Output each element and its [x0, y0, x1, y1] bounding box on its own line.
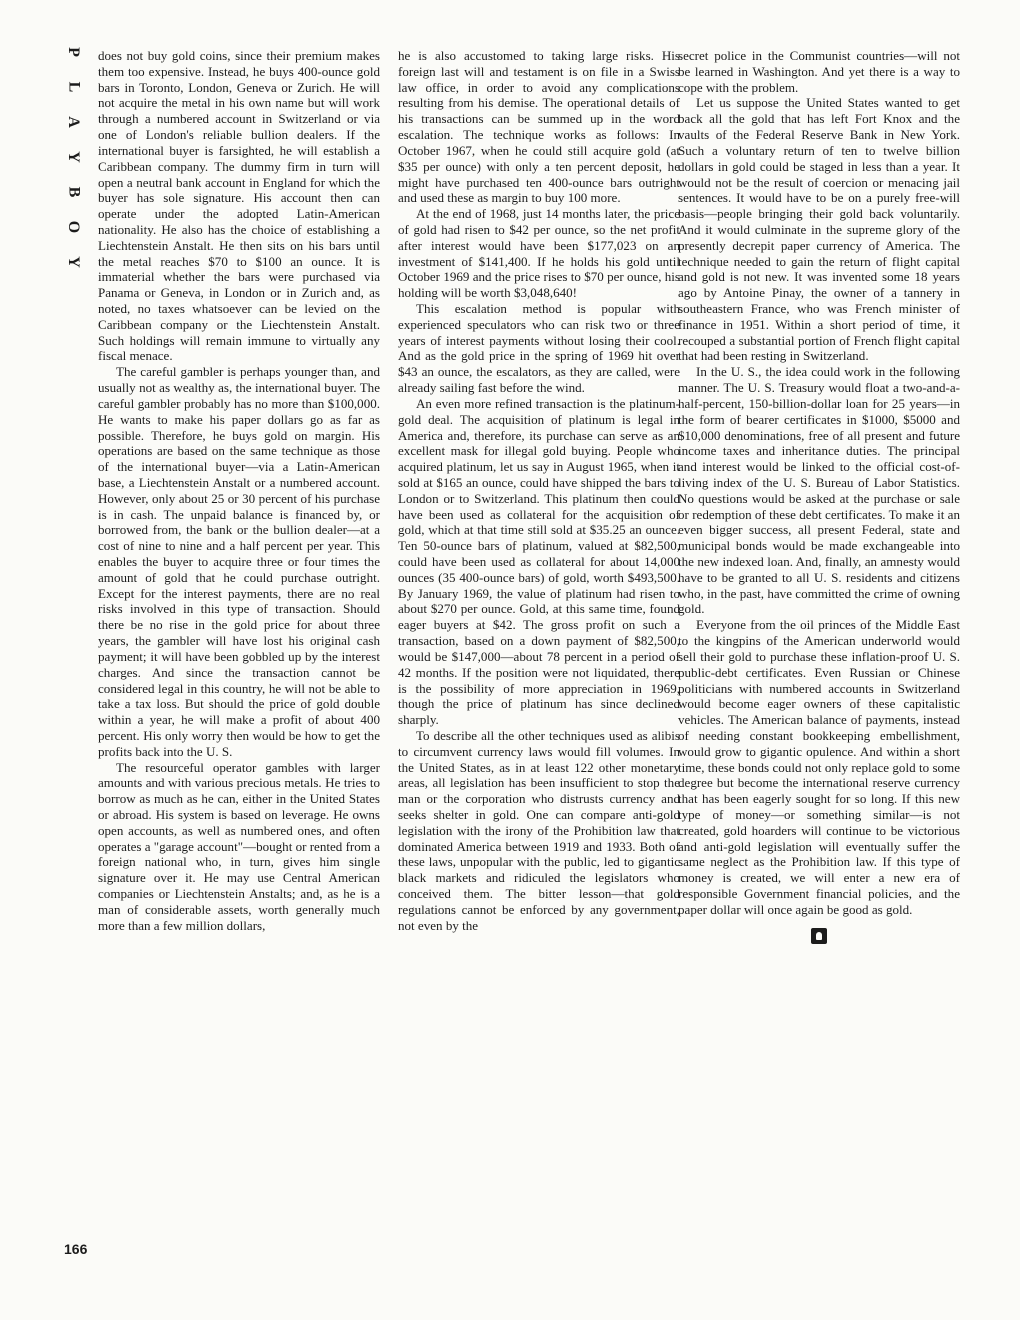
paragraph: An even more refined transaction is the platinum-gold deal. The acquisition of platinum is legal in America and, therefore, its purchase can serve as an excellent mask for illegal gold buying. People who acquired platinum, let us say in August 1965, when it sold at $165 an ounce, could have shipped the bars to London or to Switzerland. This platinum then could have been used as collateral for the acquisition of gold, which at that time still sold at $35.25 an ounce. Ten 50-ounce bars of platinum, valued at $82,500, could have been used as collateral for about 14,000 ounces (35 400-ounce bars) of gold, worth $493,500. By January 1969, the value of platinum had risen to about $270 per ounce. Gold, at this same time, found eager buyers at $42. The gross profit on such a transaction, based on a down payment of $82,500, would be $147,000—about 78 percent in a period of 42 months. If the position were not liquidated, there is the possibility of more appreciation in 1969, though the price of platinum has since declined sharply. [398, 395, 680, 728]
paragraph: In the U. S., the idea could work in the following manner. The U. S. Treasury would float a two-and-a-half-percent, 150-billion-dollar loan for 25 years—in the form of bearer certificates in $1000, $5000 and $10,000 denominations, free of all present and future income taxes and inheritance duties. The principal and interest would be linked to the official cost-of-living index of the U. S. Bureau of Labor Statistics. No questions would be asked at the purchase or sale or redemption of these debt certificates. To make it an even bigger success, all present Federal, state and municipal bonds would be made exchangeable into the new indexed loan. And, finally, an amnesty would have to be granted to all U. S. residents and citizens who, in the past, have committed the crime of owning gold. [678, 364, 960, 617]
paragraph: Everyone from the oil princes of the Middle East to the kingpins of the American underworld would sell their gold to purchase these inflation-proof U. S. public-debt certificates. Even Russian or Chinese politicians with numbered accounts in Switzerland would become eager owners of these capitalistic vehicles. The American balance of payments, instead of needing constant bookkeeping embellishment, would grow to gigantic opulence. And within a short time, these bonds could not only replace gold to some degree but become the international reserve currency that has been eagerly sought for so long. If this new type of money—or something similar—is not created, gold hoarders will continue to be victorious and anti-gold legislation will eventually suffer the same neglect as the Prohibition law. If this type of money is created, we will enter a new era of responsible Government financial policies, and the paper dollar will once again be good as gold. [678, 617, 960, 917]
paragraph: This escalation method is popular with experienced speculators who can risk two or three years of interest payments without losing their cool. And as the gold price in the spring of 1969 hit over $43 an ounce, the escalators, as they are called, were already sailing fast before the wind. [398, 301, 680, 396]
masthead-letter: Y [65, 256, 82, 268]
paragraph: Let us suppose the United States wanted to get back all the gold that has left Fort Knox and the vaults of the Federal Reserve Bank in New York. Such a voluntary return of ten to twelve billion dollars in gold could be staged in less than a year. It would not be the result of coercion or menacing jail sentences. It would have to be on a purely free-will basis—people bringing their gold back voluntarily. And it would culminate in the supreme glory of the presently decrepit paper currency of America. The technique needed to gain the return of flight capital and gold is not new. It was invented some 18 years ago by Antoine Pinay, the owner of a tannery in southeastern France, who was French minister of finance in 1951. Within a short period of time, it recouped a substantial portion of French flight capital that had been resting in Switzerland. [678, 95, 960, 364]
masthead-letter: L [64, 81, 82, 93]
magazine-masthead [58, 44, 88, 314]
paragraph: secret police in the Communist countries—will not be learned in Washington. And yet there is a way to cope with the problem. [678, 48, 960, 95]
masthead-letter: A [65, 116, 82, 128]
masthead-letter: P [65, 47, 82, 57]
paragraph: To describe all the other techniques used as alibis to circumvent currency laws would fill volumes. In the United States, as in at least 122 other monetary areas, all legislation has been insufficient to stop the man or the corporation who distrusts currency and seeks shelter in gold. One can compare anti-gold legislation with the irony of the Prohibition law that dominated America between 1919 and 1933. Both of these laws, unpopular with the public, led to gigantic black markets and ridiculed the legislators who conceived them. The bitter lesson—that gold regulations cannot be enforced by any government, not even by the [398, 727, 680, 933]
paragraph: does not buy gold coins, since their premium makes them too expensive. Instead, he buys 400-ounce gold bars in Toronto, London, Geneva or Zurich. He will not acquire the metal in his own name but will work through a numbered account in Switzerland or via one of London's reliable bullion dealers. If the international buyer is farsighted, he will establish a Caribbean company. The dummy firm in turn will open a neutral bank account in England for which the buyer has sole signature. His account then can operate under the adopted Latin-American nationality. He also has the choice of establishing a Liechtenstein Anstalt. He then sits on his bars until the metal reaches $70 to $100 an ounce. It is immaterial whether the bars were purchased via Panama or Geneva, in London or in Zurich and, as noted, no taxes whatsoever can be levied on the Caribbean company or the Liechtenstein Anstalt. Such holdings will remain immune to virtually any fiscal menace. [98, 48, 380, 364]
masthead-letter: O [64, 220, 82, 234]
paragraph: At the end of 1968, just 14 months later, the price of gold had risen to $42 per ounce, so the net profit after interest would have been $177,023 on an investment of $141,400. If he holds his gold until October 1969 and the price rises to $70 per ounce, his holding will be worth $3,048,640! [398, 206, 680, 301]
paragraph: The careful gambler is perhaps younger than, and usually not as wealthy as, the international buyer. The careful gambler probably has no more than $100,000. He wants to make his paper dollars go as far as possible. Therefore, he buys gold on margin. His operations are based on the same technique as those of the international buyer—via a Latin-American base, a Liechtenstein Anstalt or a numbered account. However, only about 25 or 30 percent of his purchase is in cash. The unpaid balance is financed by, or borrowed from, the bank or the bullion dealer—at a cost of nine to nine and a half percent per year. This enables the buyer to acquire three or four times the amount of gold that he could purchase outright. Except for the interest payments, there are no real risks involved in this type of transaction. Should there be no rise in the gold price for about three years, the gambler will have lost his original cash payment; it will have been gobbled up by the interest charges. And since the transaction cannot be considered legal in this country, he will not be able to take a tax loss. But should the price of gold double within a year, he will make a profit of about 400 percent. His only worry then would be how to get the profits back into the U. S. [98, 364, 380, 759]
text-column-1 [98, 48, 380, 934]
paragraph: The resourceful operator gambles with larger amounts and with various precious metals. He tries to borrow as much as he can, either in the United States or abroad. His system is based on leverage. He owns open accounts, as well as numbered ones, and often operates a "garage account"—bought or rented from a foreign national who, in turn, gives him single signature over it. He may use Central American companies or Liechtenstein Anstalts; and, as he is a man of considerable assets, worth generally much more than a few million dollars, [98, 759, 380, 933]
masthead-letter: Y [65, 151, 82, 163]
end-of-article-icon [811, 928, 827, 944]
text-column-3 [678, 48, 960, 944]
masthead-letter: B [64, 186, 82, 198]
text-column-2 [398, 48, 680, 934]
page-number: 166 [64, 1241, 88, 1257]
paragraph: he is also accustomed to taking large risks. His foreign last will and testament is on file in a Swiss law office, in order to avoid any complications resulting from his demise. The operational details of his transactions can be summed up in the word escalation. The technique works as follows: In October 1967, when he could still acquire gold (at $35 per ounce) with only a ten percent deposit, he might have purchased ten 400-ounce bars outright and used these as margin to buy 100 more. [398, 48, 680, 206]
